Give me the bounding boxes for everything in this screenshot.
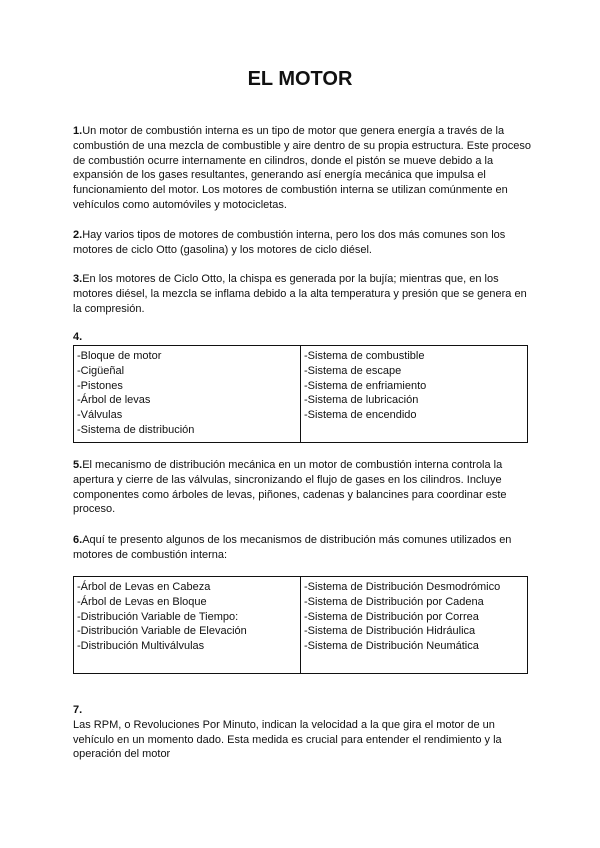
distribution-mechanisms-table: [73, 576, 528, 674]
list-item: -Sistema de Distribución por Cadena: [304, 595, 484, 608]
paragraph-7: [73, 703, 533, 762]
section-number: 6.: [73, 534, 83, 546]
list-item: -Bloque de motor: [77, 350, 162, 362]
paragraph-6: [73, 533, 533, 563]
paragraph-text: Hay varios tipos de motores de combustión interna, pero los dos más comunes son los motores de ciclo Otto (gasolina) y los motores de ciclo diésel.: [73, 229, 506, 256]
paragraph-1: [73, 124, 533, 213]
paragraph-3: [73, 272, 533, 316]
table-cell-left: [74, 577, 301, 674]
list-item: -Sistema de Distribución Hidráulica: [304, 625, 476, 638]
list-item: -Sistema de encendido: [304, 409, 417, 422]
list-item: -Sistema de enfriamiento: [304, 379, 427, 392]
paragraph-text: Aquí te presento algunos de los mecanismos de distribución más comunes utilizados en motores de combustión interna:: [73, 534, 512, 561]
list-item: -Distribución Variable de Tiempo:: [77, 610, 239, 623]
section-number: 5.: [73, 459, 83, 471]
list-item: -Pistones: [77, 379, 123, 392]
list-item: -Distribución Multiválvulas: [77, 640, 205, 653]
list-item: -Sistema de Distribución Neumática: [304, 640, 479, 653]
paragraph-text: Las RPM, o Revoluciones Por Minuto, indican la velocidad a la que gira el motor de un vehículo en un momento dado. Esta medida es crucial para entender el rendimiento y la operación del motor: [73, 718, 502, 761]
list-item: -Sistema de combustible: [304, 350, 425, 362]
list-item: -Sistema de lubricación: [304, 394, 419, 407]
table-cell-left: [74, 346, 301, 443]
paragraph-4: [73, 330, 533, 345]
paragraph-text: En los motores de Ciclo Otto, la chispa es generada por la bujía; mientras que, en los motores diésel, la mezcla se inflama debido a la alta temperatura y presión que se genera en la compresión.: [73, 273, 527, 315]
table-cell-right: [301, 577, 528, 674]
section-number: 4.: [73, 331, 83, 343]
list-item: -Válvulas: [77, 409, 123, 422]
section-number: 1.: [73, 125, 83, 137]
paragraph-2: [73, 228, 533, 258]
list-item: -Sistema de Distribución por Correa: [304, 610, 479, 623]
list-item: -Árbol de levas: [77, 394, 151, 407]
list-item: -Sistema de distribución: [77, 423, 195, 436]
paragraph-text: Un motor de combustión interna es un tipo de motor que genera energía a través de la combustión de una mezcla de combustible y aire dentro de su propia estructura. Este proceso de combustión ocurre internamente en cilindros, donde el pistón se mueve debido a la expansión de los gases resultantes, generando así energía mecánica que impulsa el funcionamiento del motor. Los motores de combustión interna se utilizan comúnmente en vehículos como automóviles y motocicletas.: [73, 125, 531, 211]
section-number: 2.: [73, 229, 83, 241]
page-title: EL MOTOR: [247, 68, 353, 90]
paragraph-5: [73, 458, 533, 517]
section-number: 3.: [73, 273, 83, 285]
paragraph-text: El mecanismo de distribución mecánica en un motor de combustión interna controla la apertura y cierre de las válvulas, sincronizando el flujo de gases en los cilindros. Incluye componentes como árboles de levas, piñones, cadenas y balancines para coordinar este proceso.: [73, 459, 507, 516]
list-item: -Sistema de Distribución Desmodrómico: [304, 581, 501, 593]
list-item: -Árbol de Levas en Bloque: [77, 595, 207, 608]
table-cell-right: [301, 346, 528, 443]
section-number: 7.: [73, 704, 83, 716]
list-item: -Distribución Variable de Elevación: [77, 625, 247, 638]
list-item: -Árbol de Levas en Cabeza: [77, 581, 211, 593]
list-item: -Cigüeñal: [77, 364, 125, 377]
engine-parts-table: [73, 345, 528, 443]
list-item: -Sistema de escape: [304, 364, 402, 377]
